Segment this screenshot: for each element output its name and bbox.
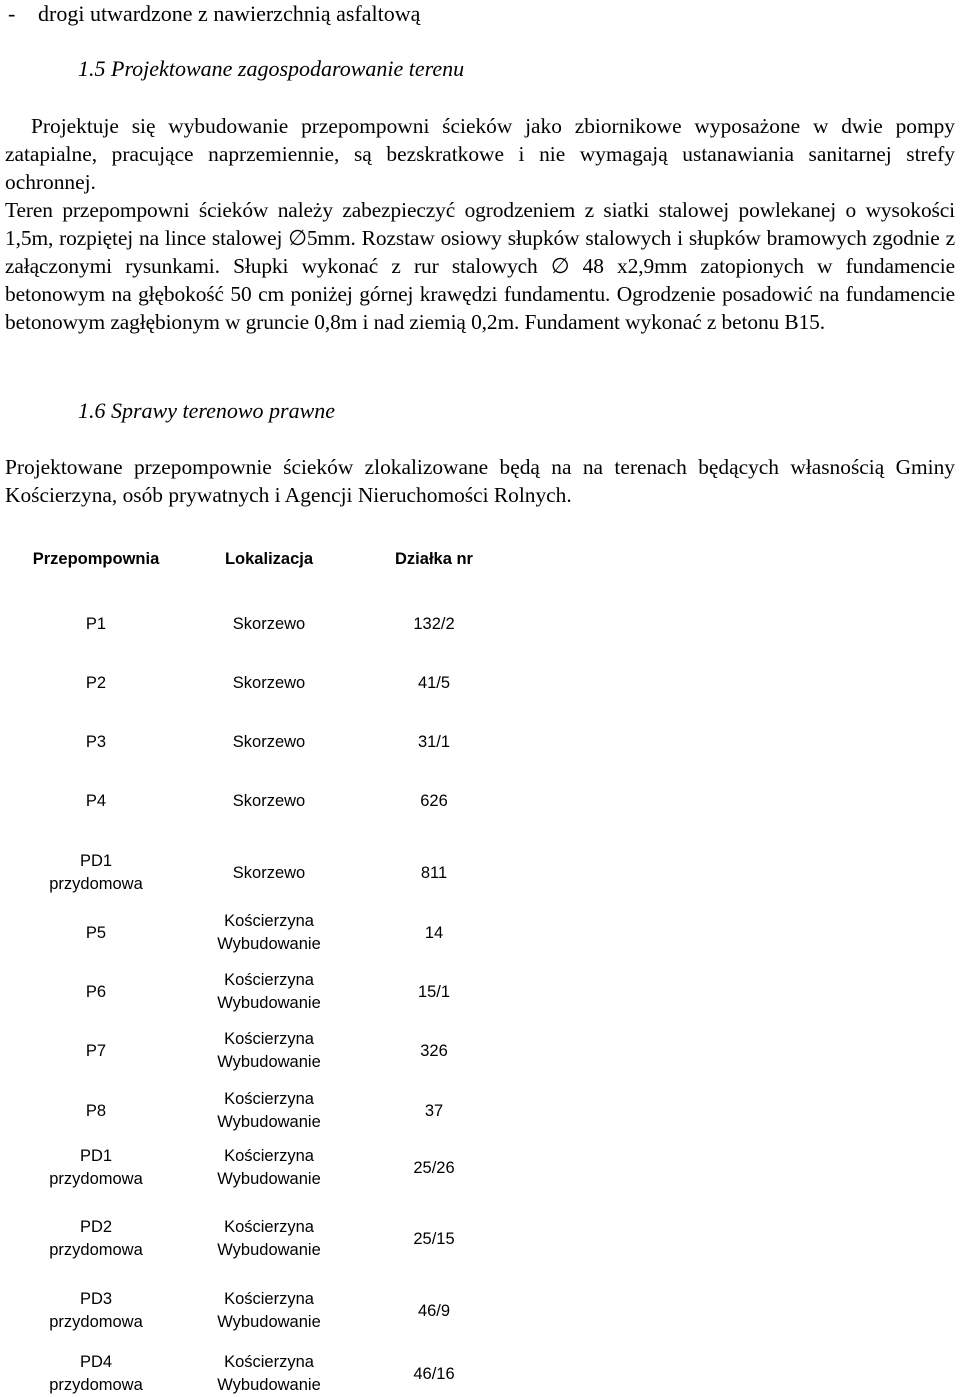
cell-plot: 31/1 bbox=[417, 733, 451, 751]
section-heading-1-5: 1.5 Projektowane zagospodarowanie terenu bbox=[78, 56, 465, 81]
cell-station-line: PD3 bbox=[79, 1290, 113, 1308]
cell-station-line: P7 bbox=[85, 1041, 107, 1060]
cell-location bbox=[190, 910, 348, 956]
cell-location bbox=[190, 790, 348, 813]
cell-station bbox=[20, 790, 172, 813]
cell-station-line: PD2 bbox=[79, 1218, 113, 1236]
paragraph-pump-stations: Projektuje się wybudowanie przepompowni ścieków jako zbiornikowe wyposażone w dwie pompy zatapialne, pracujące naprzemiennie, są bezskratkowe i nie wymagają ustanawiania sanitarnej strefy ochronnej. bbox=[5, 114, 955, 194]
cell-station-line: P6 bbox=[85, 982, 107, 1001]
cell-location-line: Kościerzyna bbox=[224, 971, 314, 989]
cell-location-line: Skorzewo bbox=[232, 792, 306, 810]
cell-station bbox=[20, 981, 172, 1004]
cell-location bbox=[190, 1145, 348, 1191]
cell-location-line: Kościerzyna bbox=[224, 1147, 314, 1165]
cell-location-line: Kościerzyna bbox=[224, 1030, 314, 1048]
cell-station-line: przydomowa bbox=[49, 1170, 143, 1188]
cell-station-line: PD1 bbox=[79, 852, 113, 870]
cell-station bbox=[20, 1040, 172, 1063]
cell-station-line: przydomowa bbox=[49, 875, 143, 893]
cell-plot: 37 bbox=[424, 1101, 444, 1120]
cell-station-line: przydomowa bbox=[49, 1376, 143, 1394]
cell-station bbox=[20, 922, 172, 945]
cell-station bbox=[20, 1145, 172, 1191]
cell-station-line: P2 bbox=[85, 674, 107, 692]
cell-location bbox=[190, 613, 348, 636]
cell-plot: 25/26 bbox=[413, 1158, 455, 1177]
stations-table bbox=[0, 548, 520, 1393]
cell-station-line: PD1 bbox=[79, 1147, 113, 1165]
header-station: Przepompownia bbox=[32, 550, 160, 568]
cell-plot: 46/16 bbox=[413, 1364, 455, 1383]
cell-station-line: P3 bbox=[85, 733, 107, 751]
cell-location-line: Kościerzyna bbox=[224, 1218, 314, 1236]
cell-location bbox=[190, 672, 348, 695]
cell-plot: 25/15 bbox=[413, 1229, 455, 1248]
cell-location-line: Kościerzyna bbox=[224, 1290, 314, 1308]
header-location: Lokalizacja bbox=[224, 550, 314, 568]
cell-plot: 811 bbox=[420, 863, 448, 882]
cell-location-line: Wybudowanie bbox=[217, 1241, 321, 1259]
cell-location bbox=[190, 1216, 348, 1262]
cell-location-line: Kościerzyna bbox=[224, 1353, 314, 1371]
cell-plot: 326 bbox=[420, 1041, 448, 1060]
bullet-item bbox=[8, 0, 420, 28]
cell-station bbox=[20, 850, 172, 896]
cell-station-line: P4 bbox=[85, 792, 107, 810]
cell-location-line: Skorzewo bbox=[232, 733, 306, 751]
cell-location-line: Wybudowanie bbox=[217, 1170, 321, 1188]
cell-station-line: przydomowa bbox=[49, 1313, 143, 1331]
cell-location-line: Wybudowanie bbox=[217, 1113, 321, 1131]
cell-station-line: przydomowa bbox=[49, 1241, 143, 1259]
cell-station bbox=[20, 1100, 172, 1123]
cell-plot: 626 bbox=[420, 792, 448, 810]
bullet-dash: - bbox=[8, 1, 16, 26]
cell-station bbox=[20, 1351, 172, 1397]
cell-location-line: Wybudowanie bbox=[217, 935, 321, 953]
cell-station-line: P8 bbox=[85, 1101, 107, 1120]
cell-station bbox=[20, 1288, 172, 1334]
cell-location-line: Skorzewo bbox=[232, 615, 306, 633]
cell-station bbox=[20, 613, 172, 636]
cell-plot: 132/2 bbox=[413, 615, 455, 633]
cell-location-line: Kościerzyna bbox=[224, 1090, 314, 1108]
paragraph-fencing: Teren przepompowni ścieków należy zabezpieczyć ogrodzeniem z siatki stalowej powlekanej o wysokości 1,5m, rozpiętej na lince stalowej ∅5mm. Rozstaw osiowy słupków stalowych i słupków bramowych zgodnie z załączonymi rysunkami. Słupki wykonać z rur stalowych ∅ 48 x2,9mm zatopionych w fundamencie betonowym na głębokość 50 cm poniżej górnej krawędzi fundamentu. Ogrodzenie posadowić na fundamencie betonowym zagłębionym w gruncie 0,8m i nad ziemią 0,2m. Fundament wykonać z betonu B15. bbox=[5, 198, 955, 334]
cell-plot: 46/9 bbox=[417, 1301, 451, 1320]
cell-location-line: Wybudowanie bbox=[217, 1053, 321, 1071]
cell-plot: 15/1 bbox=[417, 982, 451, 1001]
cell-plot: 41/5 bbox=[417, 674, 451, 692]
cell-location-line: Skorzewo bbox=[232, 674, 306, 692]
section-heading-1-6: 1.6 Sprawy terenowo prawne bbox=[78, 398, 336, 423]
cell-location bbox=[190, 862, 348, 885]
cell-station bbox=[20, 672, 172, 695]
cell-location-line: Wybudowanie bbox=[217, 1376, 321, 1394]
cell-station bbox=[20, 731, 172, 754]
bullet-text: drogi utwardzone z nawierzchnią asfaltową bbox=[38, 1, 421, 26]
cell-location bbox=[190, 1351, 348, 1397]
cell-location-line: Skorzewo bbox=[232, 863, 306, 882]
paragraph-land-ownership: Projektowane przepompownie ścieków zlokalizowane będą na na terenach będących własnością Gminy Kościerzyna, osób prywatnych i Agencji Nieruchomości Rolnych. bbox=[5, 455, 955, 507]
cell-location-line: Wybudowanie bbox=[217, 994, 321, 1012]
cell-location bbox=[190, 1288, 348, 1334]
cell-location-line: Wybudowanie bbox=[217, 1313, 321, 1331]
cell-location-line: Kościerzyna bbox=[224, 912, 314, 930]
cell-station bbox=[20, 1216, 172, 1262]
cell-station-line: PD4 bbox=[79, 1353, 113, 1371]
cell-plot: 14 bbox=[424, 923, 444, 942]
cell-location bbox=[190, 1028, 348, 1074]
cell-location bbox=[190, 969, 348, 1015]
cell-location bbox=[190, 731, 348, 754]
cell-station-line: P5 bbox=[85, 923, 107, 942]
cell-location bbox=[190, 1088, 348, 1134]
header-plot: Działka nr bbox=[395, 550, 473, 568]
cell-station-line: P1 bbox=[85, 615, 107, 633]
